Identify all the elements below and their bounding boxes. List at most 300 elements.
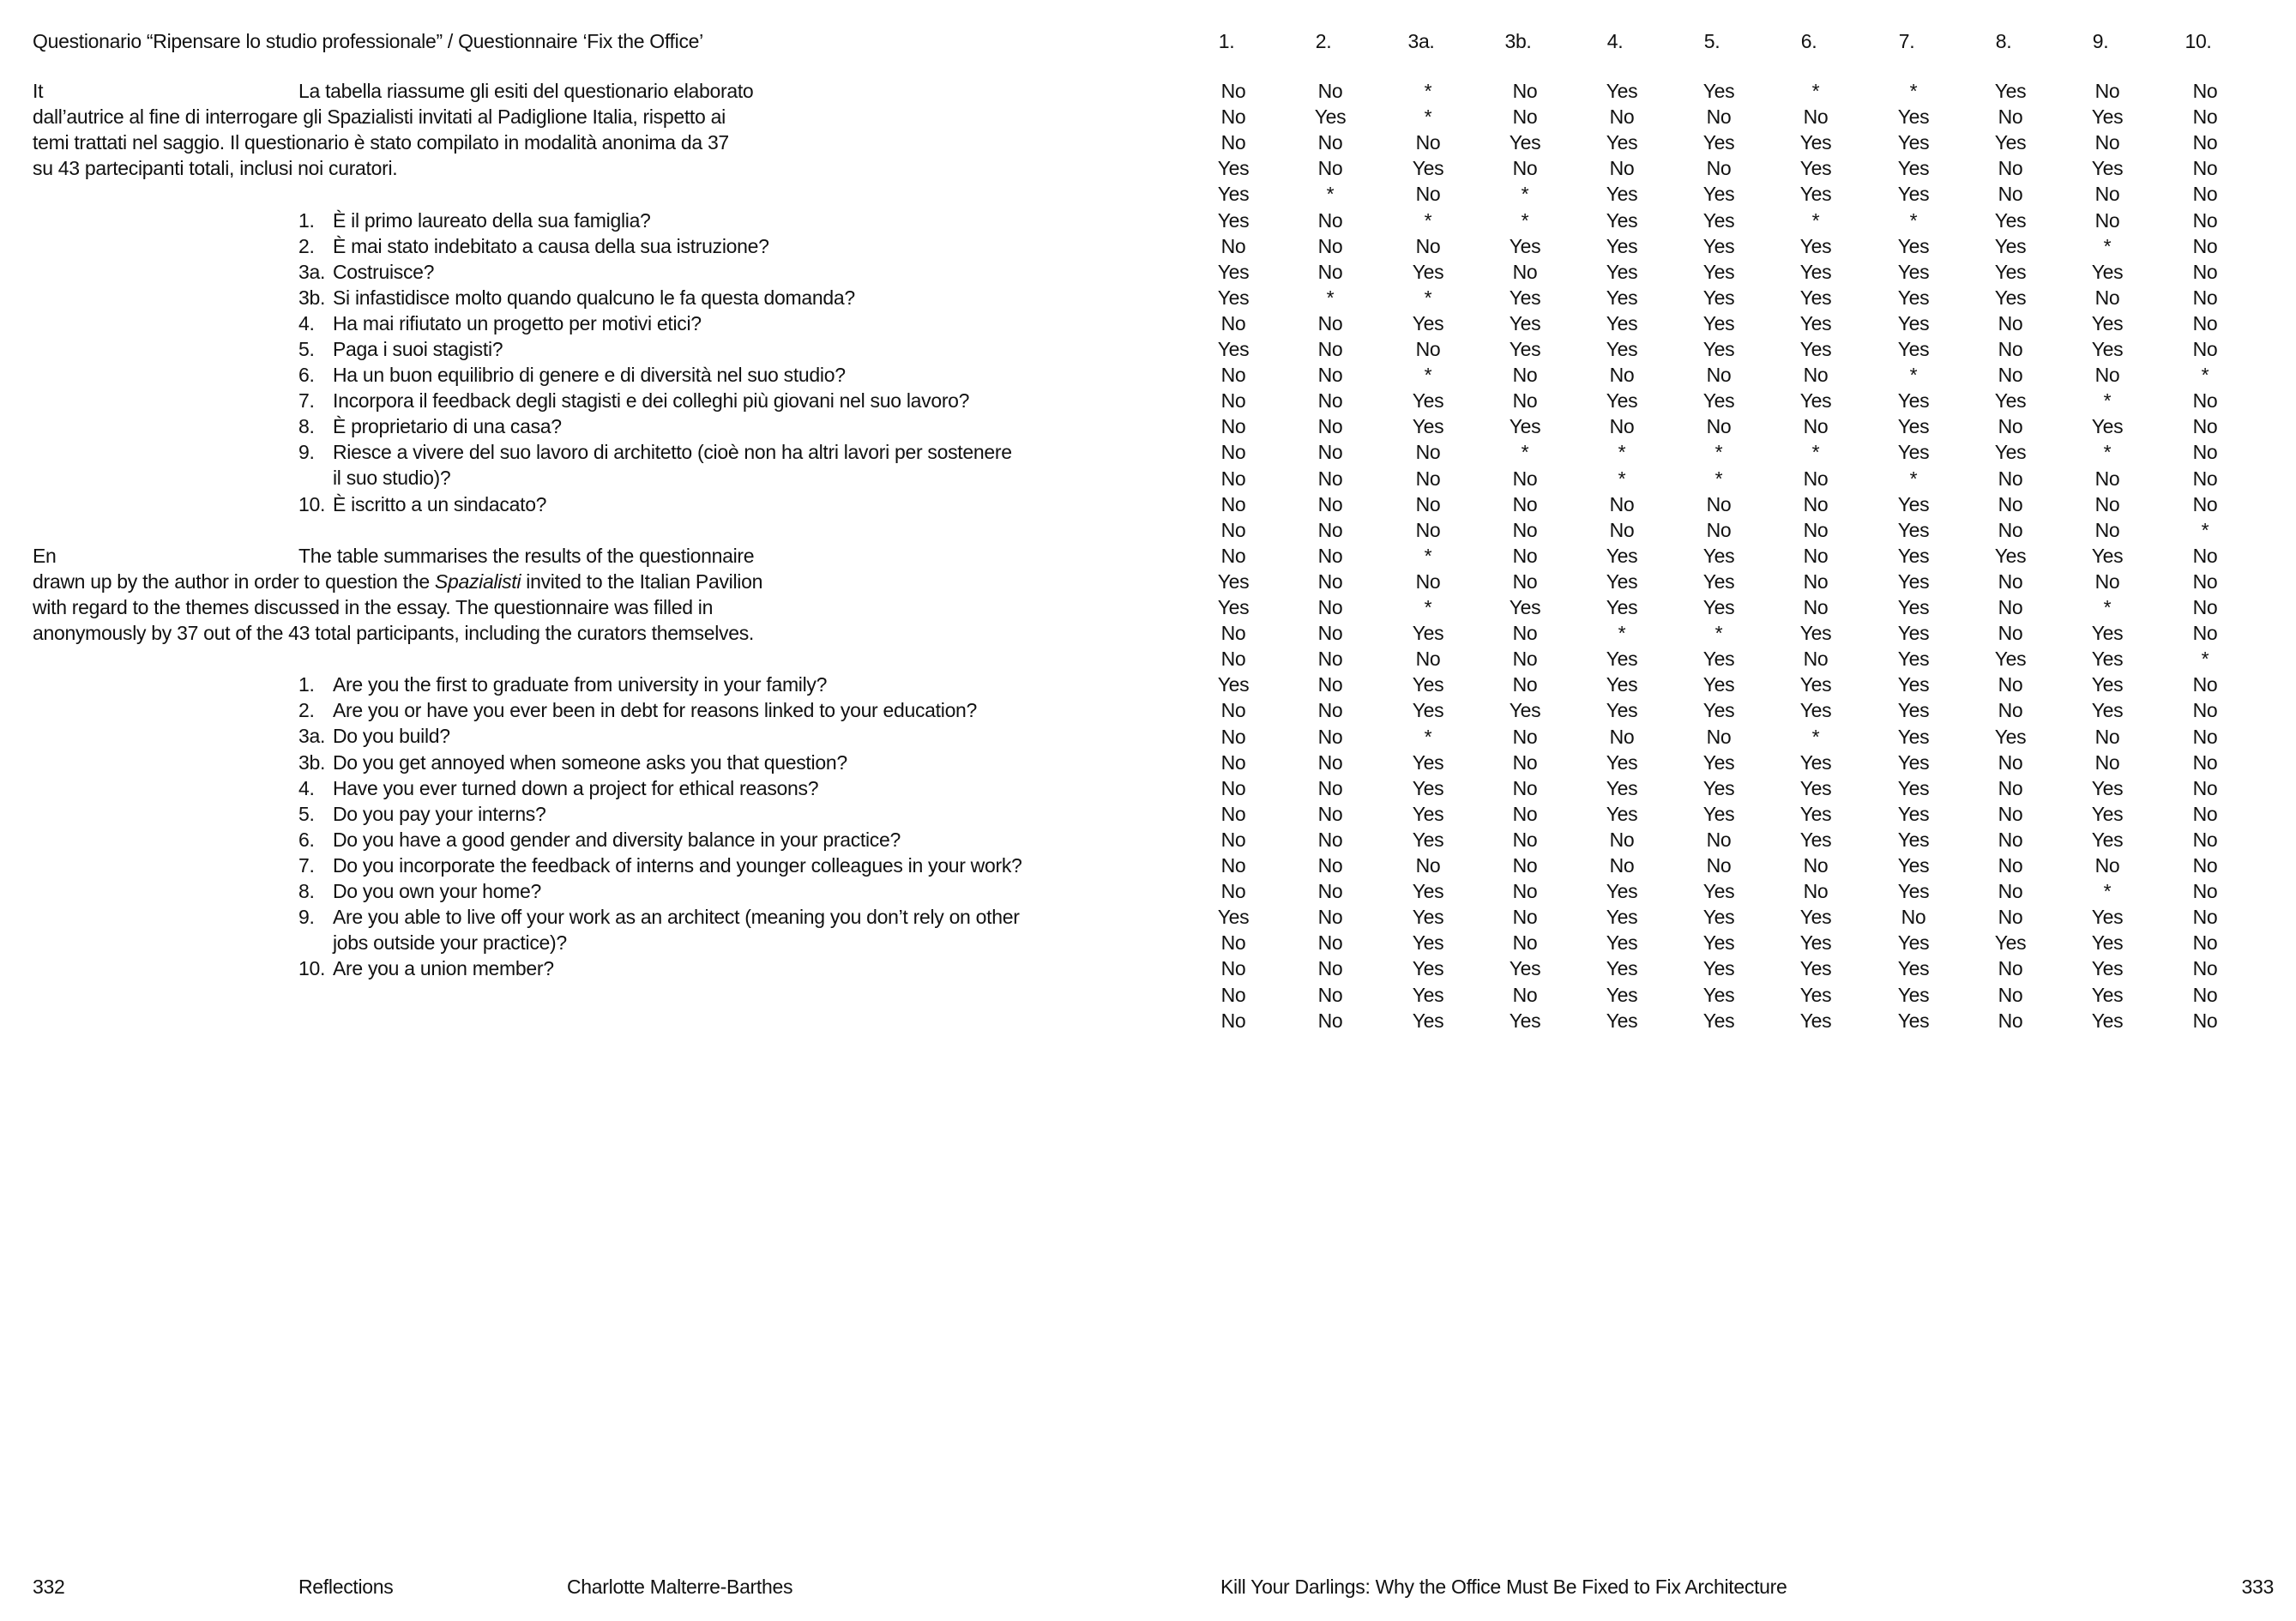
table-cell: Yes	[1897, 157, 1930, 180]
table-cell: Yes	[1412, 880, 1444, 903]
table-cell: No	[1609, 518, 1635, 541]
table-cell: Yes	[1412, 415, 1444, 438]
table-cell: *	[1714, 441, 1723, 464]
table-cell: No	[1220, 131, 1246, 154]
table-cell: No	[1415, 183, 1441, 206]
intro-line: su 43 partecipanti totali, inclusi noi curatori.	[33, 157, 398, 180]
table-cell: Yes	[1897, 648, 1930, 671]
table-cell: No	[1317, 80, 1343, 102]
table-cell: Yes	[1897, 673, 1930, 696]
question-number: 1.	[298, 673, 315, 696]
table-cell: Yes	[1412, 983, 1444, 1006]
table-cell: Yes	[1217, 673, 1250, 696]
question-item	[298, 750, 1022, 775]
table-cell: No	[1998, 364, 2023, 387]
table-cell: No	[1706, 105, 1732, 129]
table-cell: No	[1317, 311, 1343, 334]
table-cell: No	[1415, 854, 1441, 877]
table-cell: No	[1220, 622, 1246, 645]
table-cell: No	[1220, 957, 1246, 980]
question-text: Do you pay your interns?	[333, 802, 546, 825]
table-cell: No	[1998, 854, 2023, 877]
table-cell: Yes	[2091, 311, 2124, 334]
table-cell: Yes	[1412, 802, 1444, 825]
table-cell: Yes	[1702, 311, 1735, 334]
table-cell: Yes	[1799, 828, 1832, 851]
table-cell: No	[2192, 569, 2218, 593]
table-cell: No	[2192, 260, 2218, 283]
table-cell: No	[1220, 828, 1246, 851]
table-cell: Yes	[1702, 286, 1735, 309]
question-item	[298, 801, 1022, 827]
table-cell: Yes	[1994, 234, 2027, 257]
question-text: È mai stato indebitato a causa della sua istruzione?	[333, 234, 769, 257]
table-cell: No	[1512, 931, 1538, 955]
table-cell: No	[1317, 544, 1343, 567]
table-cell: No	[1220, 467, 1246, 490]
table-cell: Yes	[1897, 596, 1930, 618]
table-cell: No	[1706, 415, 1732, 438]
table-cell: No	[1415, 234, 1441, 257]
question-number: 2.	[298, 234, 315, 257]
table-cell: No	[1512, 648, 1538, 671]
table-cell: No	[1512, 673, 1538, 696]
author-name: Charlotte Malterre-Barthes	[567, 1576, 793, 1598]
intro-line: with regard to the themes discussed in the essay. The questionnaire was filled in	[33, 595, 714, 618]
table-cell: No	[1317, 776, 1343, 799]
table-cell: Yes	[1606, 338, 1638, 360]
table-cell: No	[2192, 80, 2218, 102]
table-cell: *	[1326, 183, 1335, 206]
table-cell: No	[1998, 906, 2023, 929]
table-cell: No	[1803, 596, 1829, 618]
page-number-right: 333	[2241, 1576, 2274, 1598]
table-cell: No	[1998, 776, 2023, 799]
table-cell: Yes	[1897, 441, 1930, 464]
table-cell: No	[1609, 415, 1635, 438]
table-cell: No	[1512, 467, 1538, 490]
section-name: Reflections	[298, 1576, 394, 1598]
table-cell: No	[1317, 157, 1343, 180]
table-cell: Yes	[2091, 622, 2124, 645]
table-cell: *	[1424, 80, 1432, 102]
table-cell: Yes	[1702, 131, 1735, 154]
column-header: 8.	[1995, 30, 2012, 52]
table-cell: Yes	[1412, 699, 1444, 722]
table-cell: Yes	[1799, 1009, 1832, 1032]
table-cell: Yes	[1702, 673, 1735, 696]
table-cell: No	[1220, 983, 1246, 1006]
table-cell: No	[2192, 1009, 2218, 1032]
table-cell: Yes	[1702, 699, 1735, 722]
table-cell: *	[2103, 880, 2112, 903]
table-cell: Yes	[1994, 931, 2027, 955]
table-cell: Yes	[1702, 260, 1735, 283]
table-cell: Yes	[1897, 931, 1930, 955]
table-cell: No	[1220, 389, 1246, 413]
table-cell: No	[1317, 828, 1343, 851]
table-cell: Yes	[1509, 286, 1541, 309]
table-cell: No	[1706, 518, 1732, 541]
table-cell: *	[1811, 208, 1820, 232]
table-cell: Yes	[1509, 415, 1541, 438]
question-number: 4.	[298, 776, 315, 799]
table-cell: *	[1909, 208, 1918, 232]
table-cell: *	[2103, 596, 2112, 618]
table-cell: Yes	[1897, 983, 1930, 1006]
table-cell: Yes	[1994, 389, 2027, 413]
table-cell: Yes	[1412, 906, 1444, 929]
table-cell: Yes	[1994, 648, 2027, 671]
table-cell: No	[1317, 260, 1343, 283]
table-cell: *	[1326, 286, 1335, 309]
table-cell: Yes	[1897, 828, 1930, 851]
table-cell: Yes	[1994, 441, 2027, 464]
table-cell: Yes	[1897, 544, 1930, 567]
table-cell: Yes	[1509, 131, 1541, 154]
table-cell: No	[1998, 569, 2023, 593]
table-cell: Yes	[2091, 699, 2124, 722]
table-cell: No	[1706, 157, 1732, 180]
table-cell: No	[1415, 338, 1441, 360]
table-cell: No	[1317, 569, 1343, 593]
table-cell: No	[1706, 492, 1732, 515]
table-cell: Yes	[1412, 260, 1444, 283]
table-cell: Yes	[1217, 906, 1250, 929]
question-item	[298, 904, 1022, 930]
table-cell: No	[1317, 854, 1343, 877]
table-cell: No	[1512, 854, 1538, 877]
table-cell: Yes	[1994, 286, 2027, 309]
table-cell: Yes	[1799, 131, 1832, 154]
table-cell: No	[1512, 569, 1538, 593]
table-cell: No	[1512, 80, 1538, 102]
table-cell: No	[2094, 518, 2120, 541]
table-cell: No	[1317, 931, 1343, 955]
table-cell: No	[1220, 648, 1246, 671]
table-cell: No	[1220, 776, 1246, 799]
table-cell: No	[1317, 880, 1343, 903]
intro-line: dall’autrice al fine di interrogare gli Spazialisti invitati al Padiglione Italia, rispetto ai	[33, 105, 726, 129]
table-cell: No	[1220, 725, 1246, 748]
question-number: 5.	[298, 802, 315, 825]
table-cell: Yes	[1606, 286, 1638, 309]
table-cell: Yes	[1799, 234, 1832, 257]
table-cell: No	[1512, 802, 1538, 825]
table-cell: No	[1317, 983, 1343, 1006]
table-cell: Yes	[1217, 569, 1250, 593]
question-number: 10.	[298, 957, 326, 980]
question-item	[298, 413, 1012, 439]
table-cell: Yes	[1702, 183, 1735, 206]
table-cell: Yes	[1606, 750, 1638, 774]
table-cell: Yes	[1702, 338, 1735, 360]
table-cell: No	[1998, 957, 2023, 980]
table-cell: Yes	[1799, 931, 1832, 955]
table-cell: Yes	[2091, 983, 2124, 1006]
table-cell: Yes	[1702, 234, 1735, 257]
table-cell: No	[2192, 208, 2218, 232]
table-cell: Yes	[2091, 802, 2124, 825]
table-cell: Yes	[2091, 105, 2124, 129]
table-cell: No	[1220, 931, 1246, 955]
question-item	[298, 697, 1022, 723]
table-cell: No	[1317, 802, 1343, 825]
table-cell: No	[1803, 105, 1829, 129]
table-cell: No	[1512, 518, 1538, 541]
question-item	[298, 853, 1022, 878]
table-cell: Yes	[2091, 931, 2124, 955]
language-label-it: It	[33, 80, 44, 102]
question-item	[298, 310, 1012, 336]
question-text: Are you or have you ever been in debt for reasons linked to your education?	[333, 699, 978, 722]
table-cell: No	[1317, 364, 1343, 387]
table-cell: No	[1609, 157, 1635, 180]
table-cell: No	[2192, 157, 2218, 180]
table-cell: Yes	[1897, 286, 1930, 309]
table-cell: No	[1803, 880, 1829, 903]
table-cell: No	[2094, 750, 2120, 774]
table-cell: No	[1317, 1009, 1343, 1032]
table-cell: No	[1317, 906, 1343, 929]
intro-text: invited to the Italian Pavilion	[521, 569, 763, 593]
table-cell: No	[1998, 983, 2023, 1006]
table-cell: Yes	[1606, 569, 1638, 593]
table-cell: Yes	[1994, 260, 2027, 283]
table-cell: Yes	[1606, 699, 1638, 722]
table-cell: Yes	[1799, 776, 1832, 799]
column-header: 5.	[1703, 30, 1720, 52]
column-header: 2.	[1315, 30, 1332, 52]
table-cell: *	[2103, 389, 2112, 413]
table-cell: No	[1220, 364, 1246, 387]
table-cell: Yes	[1217, 208, 1250, 232]
table-cell: Yes	[1217, 260, 1250, 283]
question-item	[298, 491, 1012, 517]
table-cell: No	[1317, 648, 1343, 671]
table-cell: No	[2192, 725, 2218, 748]
table-cell: Yes	[1994, 80, 2027, 102]
table-cell: Yes	[1606, 260, 1638, 283]
italian-questions	[298, 208, 1012, 517]
table-cell: Yes	[2091, 338, 2124, 360]
table-cell: No	[1803, 854, 1829, 877]
table-cell: Yes	[1702, 544, 1735, 567]
question-number: 6.	[298, 364, 315, 387]
table-cell: Yes	[1412, 828, 1444, 851]
table-cell: No	[2094, 364, 2120, 387]
table-cell: Yes	[1702, 80, 1735, 102]
table-cell: No	[1803, 648, 1829, 671]
table-cell: No	[2094, 131, 2120, 154]
table-cell: *	[1424, 364, 1432, 387]
column-header: 6.	[1800, 30, 1817, 52]
table-cell: Yes	[1412, 622, 1444, 645]
table-cell: *	[1424, 286, 1432, 309]
table-cell: Yes	[1897, 750, 1930, 774]
table-cell: No	[1609, 854, 1635, 877]
question-number: 7.	[298, 389, 315, 413]
table-cell: No	[1317, 673, 1343, 696]
table-cell: Yes	[1897, 105, 1930, 129]
table-cell: Yes	[1217, 183, 1250, 206]
table-cell: Yes	[1606, 802, 1638, 825]
table-cell: *	[1618, 467, 1626, 490]
table-cell: No	[2094, 854, 2120, 877]
table-cell: Yes	[1897, 260, 1930, 283]
table-cell: No	[2192, 699, 2218, 722]
table-cell: Yes	[1897, 234, 1930, 257]
table-cell: No	[1220, 854, 1246, 877]
table-cell: No	[2192, 776, 2218, 799]
table-cell: Yes	[1412, 157, 1444, 180]
table-cell: No	[1998, 467, 2023, 490]
table-cell: Yes	[1799, 750, 1832, 774]
table-cell: Yes	[2091, 673, 2124, 696]
table-cell: Yes	[2091, 957, 2124, 980]
table-cell: No	[1415, 648, 1441, 671]
table-cell: Yes	[1606, 880, 1638, 903]
question-text: Ha mai rifiutato un progetto per motivi etici?	[333, 311, 702, 334]
table-cell: No	[1609, 492, 1635, 515]
table-cell: No	[1220, 441, 1246, 464]
table-cell: Yes	[1606, 983, 1638, 1006]
table-cell: No	[1317, 699, 1343, 722]
question-item	[298, 439, 1012, 465]
table-cell: No	[1317, 441, 1343, 464]
question-text: Are you a union member?	[333, 957, 554, 980]
table-cell: No	[1317, 389, 1343, 413]
question-text: Do you own your home?	[333, 880, 542, 903]
table-cell: No	[2192, 415, 2218, 438]
column-header: 1.	[1218, 30, 1235, 52]
table-cell: Yes	[1799, 622, 1832, 645]
table-cell: No	[1317, 725, 1343, 748]
table-cell: No	[2094, 208, 2120, 232]
table-cell: No	[1512, 983, 1538, 1006]
table-cell: Yes	[1897, 776, 1930, 799]
question-item	[298, 208, 1012, 233]
question-text: Do you incorporate the feedback of interns and younger colleagues in your work?	[333, 853, 1022, 877]
table-cell: No	[1998, 596, 2023, 618]
table-cell: No	[1706, 364, 1732, 387]
question-text: Have you ever turned down a project for ethical reasons?	[333, 776, 819, 799]
table-cell: *	[1811, 725, 1820, 748]
question-number: 3a.	[298, 260, 326, 283]
table-cell: No	[1901, 906, 1926, 929]
table-cell: Yes	[1412, 750, 1444, 774]
table-cell: *	[1424, 105, 1432, 129]
table-cell: Yes	[1799, 157, 1832, 180]
question-number: 4.	[298, 311, 315, 334]
question-item	[298, 878, 1022, 904]
table-cell: Yes	[1412, 776, 1444, 799]
english-questions	[298, 672, 1022, 981]
table-cell: No	[1803, 544, 1829, 567]
table-cell: No	[2192, 854, 2218, 877]
table-cell: Yes	[1702, 208, 1735, 232]
table-cell: Yes	[2091, 776, 2124, 799]
table-cell: Yes	[2091, 1009, 2124, 1032]
table-cell: Yes	[1702, 957, 1735, 980]
table-cell: No	[1220, 415, 1246, 438]
table-cell: No	[2094, 80, 2120, 102]
table-cell: No	[2192, 957, 2218, 980]
intro-line	[33, 569, 890, 594]
table-cell: Yes	[2091, 544, 2124, 567]
table-cell: Yes	[1994, 725, 2027, 748]
table-cell: No	[1220, 492, 1246, 515]
table-cell: Yes	[1897, 880, 1930, 903]
question-text: Ha un buon equilibrio di genere e di diversità nel suo studio?	[333, 364, 846, 387]
table-cell: *	[2201, 364, 2209, 387]
table-cell: Yes	[1606, 957, 1638, 980]
table-cell: *	[1909, 467, 1918, 490]
table-cell: *	[2201, 648, 2209, 671]
question-number: 3b.	[298, 750, 326, 774]
table-cell: Yes	[1897, 338, 1930, 360]
table-cell: No	[1317, 234, 1343, 257]
column-header: 3a.	[1407, 30, 1435, 52]
table-cell: Yes	[1799, 983, 1832, 1006]
table-cell: *	[1811, 441, 1820, 464]
table-cell: Yes	[1897, 569, 1930, 593]
question-item	[298, 336, 1012, 362]
table-cell: No	[1220, 234, 1246, 257]
question-text: Do you get annoyed when someone asks you that question?	[333, 750, 847, 774]
table-cell: No	[1220, 311, 1246, 334]
table-cell: Yes	[1606, 311, 1638, 334]
table-cell: Yes	[1509, 338, 1541, 360]
table-cell: Yes	[1799, 906, 1832, 929]
table-cell: No	[1609, 364, 1635, 387]
table-cell: No	[1220, 750, 1246, 774]
table-cell: No	[2192, 828, 2218, 851]
question-text: Costruisce?	[333, 260, 435, 283]
question-text: È iscritto a un sindacato?	[333, 492, 547, 515]
table-cell: Yes	[1897, 311, 1930, 334]
table-cell: No	[1706, 854, 1732, 877]
question-item	[298, 233, 1012, 259]
table-cell: No	[1998, 622, 2023, 645]
table-cell: Yes	[1509, 1009, 1541, 1032]
table-cell: No	[1317, 596, 1343, 618]
table-cell: Yes	[1702, 389, 1735, 413]
table-cell: Yes	[1897, 131, 1930, 154]
question-text: Are you able to live off your work as an architect (meaning you don’t rely on other	[333, 906, 1020, 929]
italian-intro	[33, 78, 890, 181]
table-cell: No	[2192, 492, 2218, 515]
column-header: 10.	[2185, 30, 2212, 52]
table-cell: Yes	[1799, 673, 1832, 696]
table-cell: Yes	[1702, 1009, 1735, 1032]
table-cell: No	[1998, 492, 2023, 515]
table-cell: Yes	[1412, 957, 1444, 980]
table-cell: No	[1998, 311, 2023, 334]
table-cell: Yes	[1606, 80, 1638, 102]
table-cell: *	[1521, 183, 1529, 206]
table-cell: *	[2103, 441, 2112, 464]
question-item	[298, 388, 1012, 413]
table-cell: No	[1998, 750, 2023, 774]
table-cell: No	[1998, 183, 2023, 206]
table-cell: No	[2192, 931, 2218, 955]
table-cell: No	[1317, 622, 1343, 645]
table-cell: *	[2103, 234, 2112, 257]
table-cell: Yes	[1897, 415, 1930, 438]
intro-line: La tabella riassume gli esiti del questionario elaborato	[298, 80, 754, 102]
table-cell: No	[1512, 364, 1538, 387]
